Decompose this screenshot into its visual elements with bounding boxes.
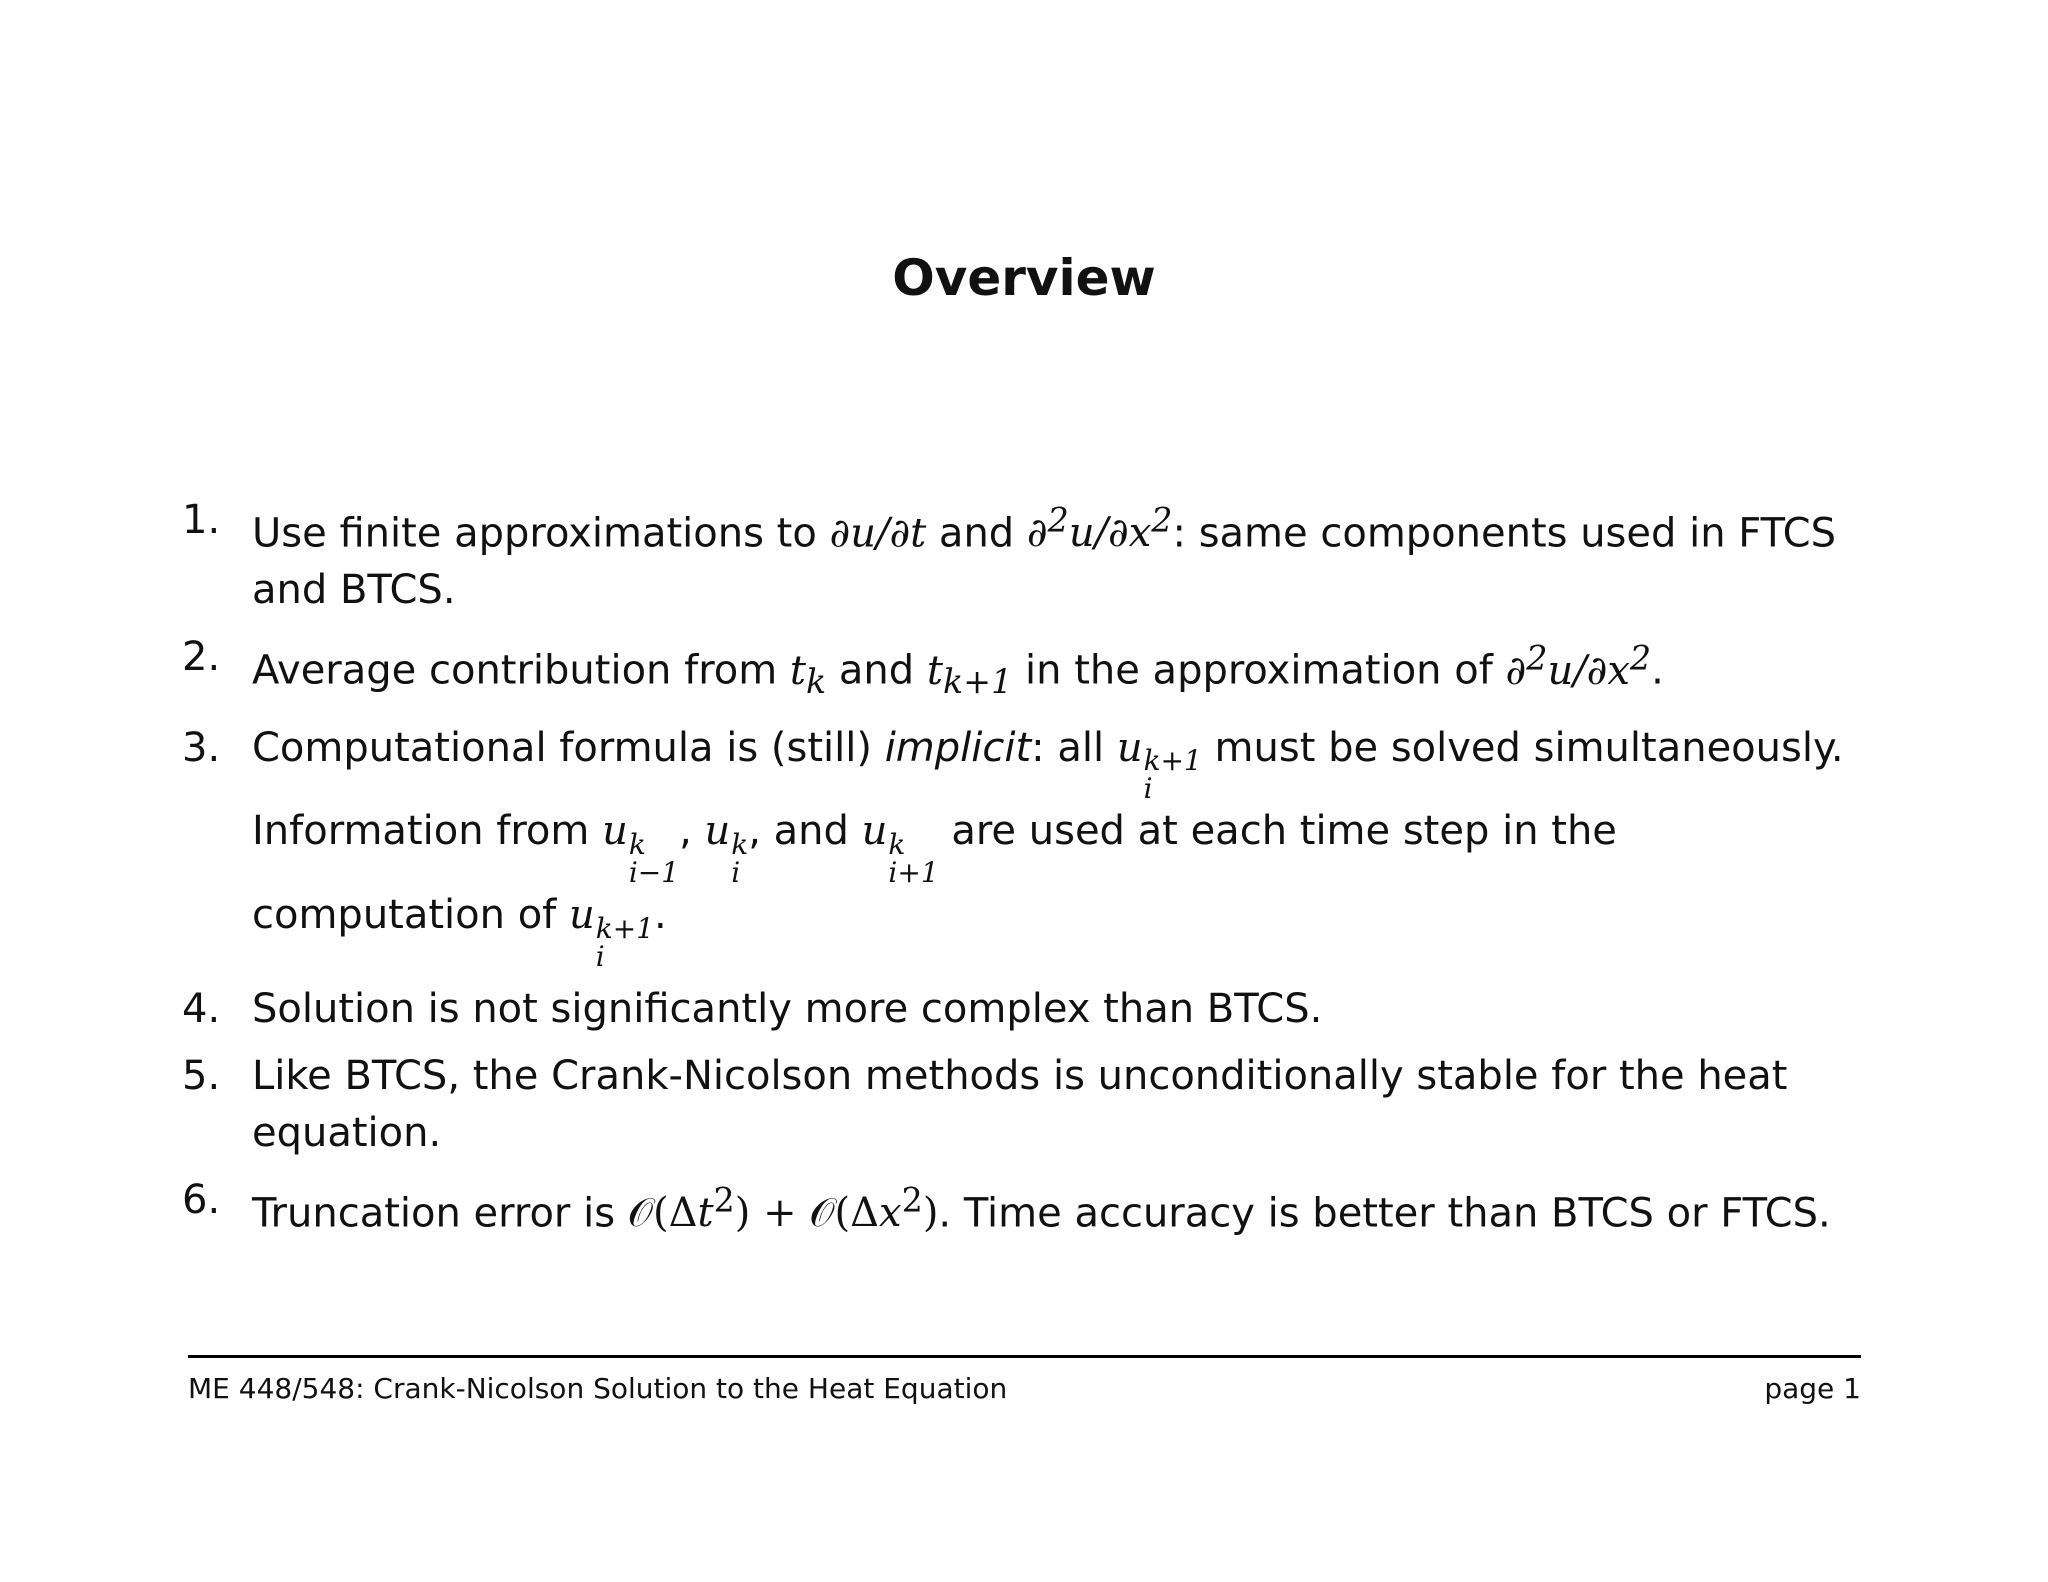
overview-list (182, 492, 1882, 1252)
math-u-im1-k: u (602, 808, 628, 855)
math-index: k+1 i (1143, 744, 1202, 806)
item-text: . (654, 892, 667, 939)
math-d2u-dx2: $\partial^2u/\partial x^2$ (1505, 638, 1652, 694)
item-text: Computational formula is (still) (252, 724, 885, 771)
item-number: 4. (182, 986, 221, 1033)
math-u-i-k1: u (568, 892, 595, 939)
math-du-dt: ∂u/∂t (829, 510, 927, 557)
item-text: . Time accuracy is better than BTCS or FTCS. (938, 1190, 1831, 1237)
math-u-ip1-k: u (861, 808, 888, 855)
item-number: 5. (182, 1053, 221, 1100)
item-text: : all (1031, 724, 1117, 771)
list-item-3 (182, 720, 1882, 974)
item-number: 2. (182, 634, 221, 681)
list-item-6 (182, 1172, 1882, 1242)
list-item-2 (182, 629, 1882, 709)
item-number: 3. (182, 724, 221, 771)
item-text: . (1651, 647, 1664, 694)
item-number: 6. (182, 1177, 221, 1224)
list-item-1 (182, 492, 1882, 619)
item-text: : same components used in FTCS and BTCS. (252, 510, 1836, 614)
item-text: are used at each time step in the computation of (252, 808, 1617, 939)
math-u-i-k1: u (1116, 724, 1143, 771)
math-index: k i−1 (628, 828, 680, 890)
item-text: Solution is not significantly more complex than BTCS. (252, 986, 1323, 1033)
item-text: Like BTCS, the Crank-Nicolson methods is unconditionally stable for the heat equation. (252, 1053, 1788, 1157)
item-text: and (926, 510, 1027, 557)
math-truncation-error: $𝒪(\Delta t^2)$ + $𝒪(\Delta x^2)$ (627, 1181, 939, 1237)
math-t-k-plus-1: $t_{k+1}$ (926, 647, 1013, 701)
math-index: k i (731, 828, 749, 890)
item-text: , (679, 808, 705, 855)
footer-divider (188, 1355, 1861, 1358)
math-d2u-dx2: $\partial^2u/\partial x^2$ (1026, 501, 1173, 557)
footer-page-number: page 1 (1764, 1372, 1861, 1405)
item-number: 1. (182, 497, 221, 543)
math-u-i-k: u (704, 808, 731, 855)
math-t-k: $t_k$ (789, 647, 827, 701)
item-text: in the approximation of (1012, 647, 1506, 694)
item-text: and (826, 647, 927, 694)
footer-course-title: ME 448/548: Crank-Nicolson Solution to the Heat Equation (188, 1372, 1008, 1405)
item-text: Truncation error is (252, 1190, 628, 1237)
math-index: k i+1 (888, 828, 939, 890)
list-item-4 (182, 981, 1882, 1038)
slide-title: Overview (892, 249, 1156, 307)
item-text: , and (748, 808, 862, 855)
list-item-5 (182, 1048, 1882, 1162)
emphasis-implicit: implicit (884, 724, 1032, 771)
item-text: Average contribution from (252, 647, 790, 694)
item-text: Use finite approximations to (252, 510, 830, 557)
math-index: k+1 i (595, 912, 654, 974)
item-text: must be solved simultaneously. Information from (252, 724, 1844, 855)
